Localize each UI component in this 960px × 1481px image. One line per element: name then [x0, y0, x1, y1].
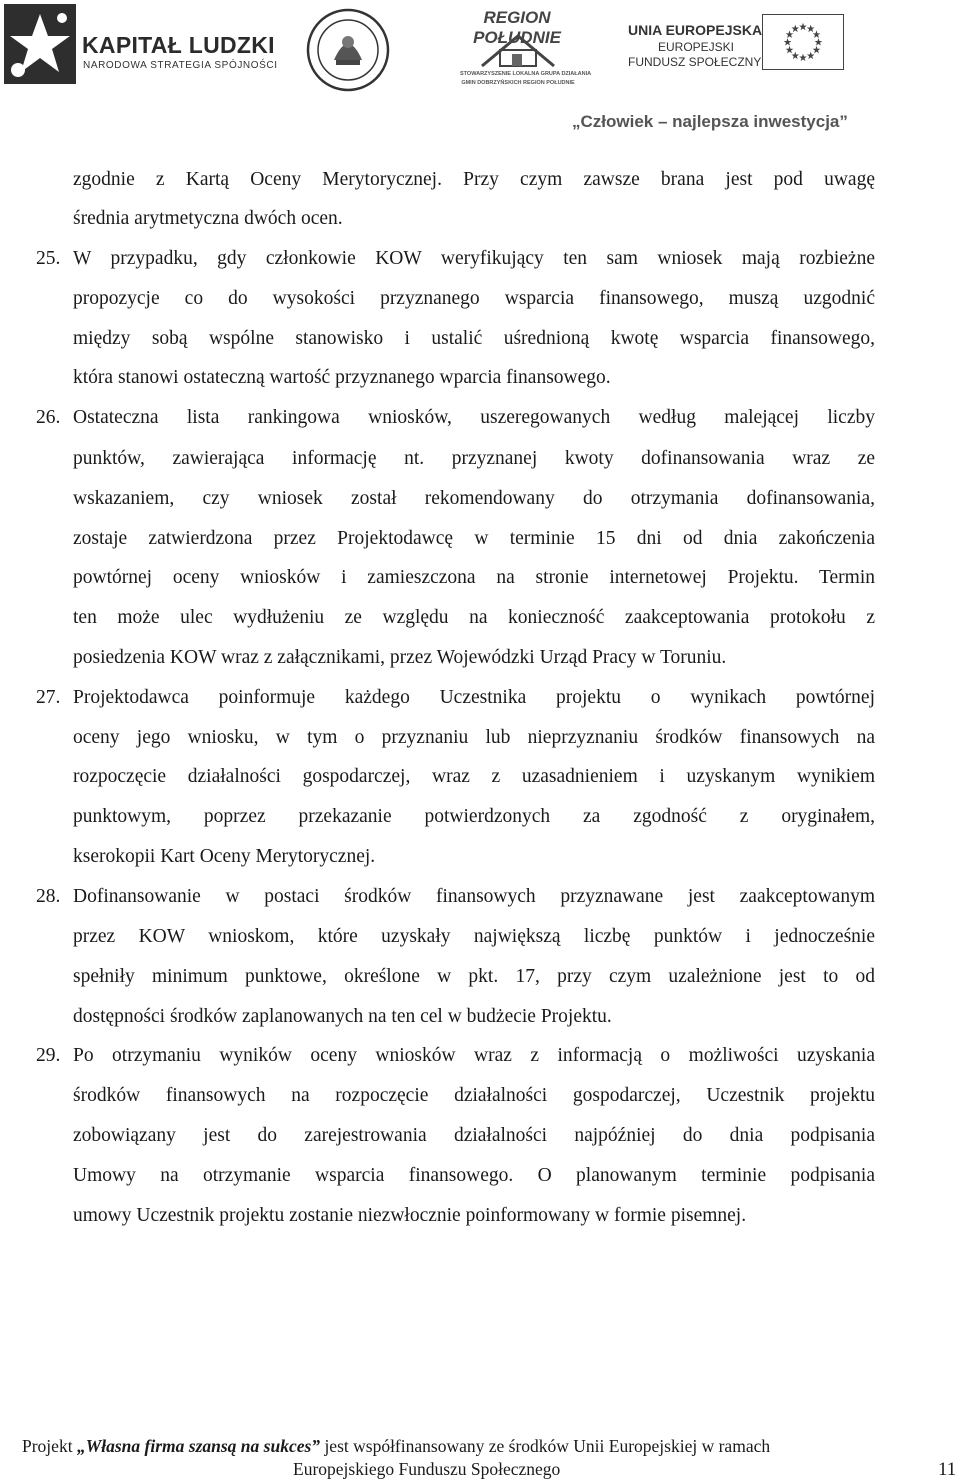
eu-flag-icon	[762, 14, 844, 70]
text-line: środków finansowych na rozpoczęcie działalności gospodarczej, Uczestnik projektu	[73, 1085, 875, 1106]
text-line: punktów, zawierająca informację nt. przyznanej kwoty dofinansowania wraz ze	[73, 448, 875, 469]
item-number: 25.	[36, 248, 61, 269]
item-number: 26.	[36, 407, 61, 428]
text-line: Ostateczna lista rankingowa wniosków, uszeregowanych według malejącej liczby	[73, 407, 875, 428]
text-line: między sobą wspólne stanowisko i ustalić uśrednioną kwotę wsparcia finansowego,	[73, 328, 875, 349]
text-line: Dofinansowanie w postaci środków finansowych przyznawane jest zaakceptowanym	[73, 886, 875, 907]
kapital-ludzki-subtitle: NARODOWA STRATEGIA SPÓJNOŚCI	[83, 60, 278, 71]
text-line: ten może ulec wydłużeniu ze względu na konieczność zaakceptowania protokołu z	[73, 607, 875, 628]
association-seal-logo	[306, 8, 390, 92]
eu-title: UNIA EUROPEJSKA	[628, 22, 763, 38]
text-line: dostępności środków zaplanowanych na ten cel w budżecie Projektu.	[73, 1006, 612, 1027]
kapital-ludzki-logo	[4, 4, 278, 84]
text-line: powtórnej oceny wniosków i zamieszczona na stronie internetowej Projektu. Termin	[73, 567, 875, 588]
text-line: propozycje co do wysokości przyznanego wsparcia finansowego, muszą uzgodnić	[73, 288, 875, 309]
text-line: wskazaniem, czy wniosek został rekomendowany do otrzymania dofinansowania,	[73, 488, 875, 509]
text-line: umowy Uczestnik projektu zostanie niezwłocznie poinformowany w formie pisemnej.	[73, 1205, 747, 1226]
text-line: punktowym, poprzez przekazanie potwierdzonych za zgodność z oryginałem,	[73, 806, 875, 827]
text-line: Umowy na otrzymanie wsparcia finansowego. O planowanym terminie podpisania	[73, 1165, 875, 1186]
text-line: spełniły minimum punktowe, określone w pkt. 17, przy czym uzależnione jest to od	[73, 966, 875, 987]
text-line: zobowiązany jest do zarejestrowania działalności najpóźniej do dnia podpisania	[73, 1125, 875, 1146]
region-poludnie-logo	[458, 8, 592, 92]
eu-logo	[620, 14, 950, 84]
text-line: zgodnie z Kartą Oceny Merytorycznej. Przy czym zawsze brana jest pod uwagę	[73, 169, 875, 190]
text-line: Projektodawca poinformuje każdego Uczestnika projektu o wynikach powtórnej	[73, 687, 875, 708]
footer-line-1	[22, 1436, 770, 1457]
text-line: średnia arytmetyczna dwóch ocen.	[73, 208, 343, 229]
house-icon	[478, 30, 558, 68]
text-line: kserokopii Kart Oceny Merytorycznej.	[73, 846, 376, 867]
text-line: przez KOW wnioskom, które uzyskały największą liczbę punktów i jednocześnie	[73, 926, 875, 947]
eu-subtitle-1: EUROPEJSKI	[658, 40, 735, 54]
kapital-ludzki-star-icon	[4, 4, 76, 84]
item-number: 28.	[36, 886, 61, 907]
text-line: zostaje zatwierdzona przez Projektodawcę w terminie 15 dni od dnia zakończenia	[73, 528, 875, 549]
motto: „Człowiek – najlepsza inwestycja”	[572, 112, 848, 131]
eu-subtitle-2: FUNDUSZ SPOŁECZNY	[628, 55, 762, 69]
item-number: 29.	[36, 1045, 61, 1066]
region-name: REGION POŁUDNIE	[473, 8, 561, 47]
footer-project-title: „Własna firma szansą na sukces”	[76, 1436, 321, 1456]
page-number: 11	[938, 1459, 957, 1480]
footer-suffix: jest współfinansowany ze środków Unii Europejskiej w ramach	[320, 1436, 771, 1456]
text-line: oceny jego wniosku, w tym o przyznaniu lub nieprzyznaniu środków finansowych na	[73, 727, 875, 748]
region-line-2: GMIN DOBRZYŃSKICH REGION POŁUDNIE	[461, 80, 575, 86]
text-line: W przypadku, gdy członkowie KOW weryfikujący ten sam wniosek mają rozbieżne	[73, 248, 875, 269]
text-line: która stanowi ostateczną wartość przyznanego wparcia finansowego.	[73, 367, 611, 388]
region-line-1: STOWARZYSZENIE LOKALNA GRUPA DZIAŁANIA	[460, 71, 592, 77]
kapital-ludzki-title: KAPITAŁ LUDZKI	[82, 32, 275, 58]
text-line: rozpoczęcie działalności gospodarczej, wraz z uzasadnieniem i uzyskanym wynikiem	[73, 766, 875, 787]
item-number: 27.	[36, 687, 61, 708]
page-header	[0, 0, 960, 140]
text-line: Po otrzymaniu wyników oceny wniosków wraz z informacją o możliwości uzyskania	[73, 1045, 875, 1066]
text-line: posiedzenia KOW wraz z załącznikami, przez Wojewódzki Urząd Pracy w Toruniu.	[73, 647, 727, 668]
footer-line-2: Europejskiego Funduszu Społecznego	[293, 1459, 561, 1479]
footer-prefix: Projekt	[22, 1436, 77, 1456]
